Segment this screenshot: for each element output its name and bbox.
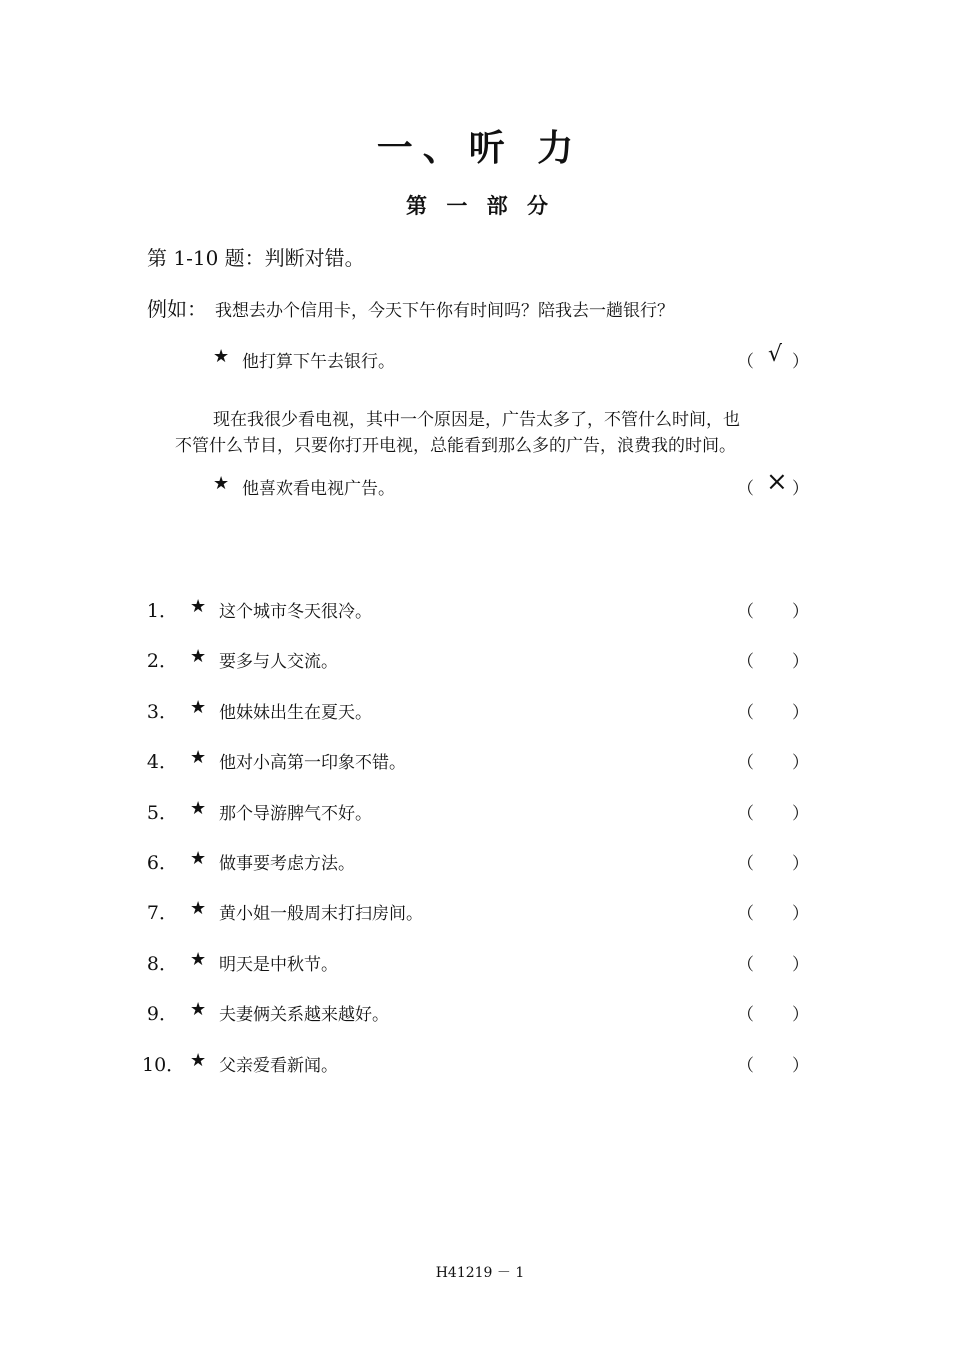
question-statement: 这个城市冬天很冷。: [219, 602, 372, 622]
instruction-text: 第 1-10 题：判断对错。: [147, 246, 365, 270]
answer-paren-close[interactable]: ）: [792, 1005, 809, 1025]
star-icon: ★: [190, 747, 207, 768]
star-icon: ★: [190, 848, 207, 869]
example-statement: 他打算下午去银行。: [242, 352, 395, 372]
page-footer: H41219 － 1: [435, 1265, 525, 1281]
answer-paren-close[interactable]: ）: [792, 703, 809, 723]
answer-paren-open[interactable]: （: [737, 955, 754, 975]
question-number: 5．: [146, 802, 178, 824]
example-sentence: 我想去办个信用卡，今天下午你有时间吗？陪我去一趟银行？: [215, 301, 674, 321]
example-passage: [175, 407, 815, 459]
paren-open: （: [737, 352, 754, 372]
answer-paren-open[interactable]: （: [737, 652, 754, 672]
question-number: 9．: [146, 1003, 178, 1025]
question-statement: 夫妻俩关系越来越好。: [219, 1005, 389, 1025]
question-statement: 做事要考虑方法。: [219, 854, 355, 874]
question-number: 3．: [146, 701, 178, 723]
paren-open: （: [737, 479, 754, 499]
answer-paren-open[interactable]: （: [737, 1056, 754, 1076]
question-number: 4．: [146, 751, 178, 773]
star-icon: ★: [190, 596, 207, 617]
answer-paren-close[interactable]: ）: [792, 904, 809, 924]
question-number: 1．: [146, 600, 178, 622]
question-statement: 要多与人交流。: [219, 652, 338, 672]
question-number: 7．: [146, 902, 178, 924]
answer-paren-open[interactable]: （: [737, 804, 754, 824]
question-statement: 他妹妹出生在夏天。: [219, 703, 372, 723]
question-number: 8．: [146, 953, 178, 975]
answer-paren-close[interactable]: ）: [792, 602, 809, 622]
part-title: 第 一 部 分: [406, 194, 554, 218]
section-title: 一、听 力: [376, 128, 584, 169]
answer-paren-open[interactable]: （: [737, 753, 754, 773]
star-icon: ★: [213, 473, 230, 494]
question-number: 6．: [146, 852, 178, 874]
question-number: 2．: [146, 650, 178, 672]
answer-paren-open[interactable]: （: [737, 904, 754, 924]
check-mark: √: [768, 342, 783, 367]
answer-paren-open[interactable]: （: [737, 602, 754, 622]
paren-close: ）: [792, 479, 809, 499]
answer-paren-open[interactable]: （: [737, 854, 754, 874]
star-icon: ★: [213, 346, 230, 367]
answer-paren-close[interactable]: ）: [792, 1056, 809, 1076]
answer-paren-close[interactable]: ）: [792, 652, 809, 672]
answer-paren-close[interactable]: ）: [792, 955, 809, 975]
star-icon: ★: [190, 949, 207, 970]
paren-close: ）: [792, 352, 809, 372]
answer-paren-open[interactable]: （: [737, 1005, 754, 1025]
answer-paren-close[interactable]: ）: [792, 854, 809, 874]
star-icon: ★: [190, 898, 207, 919]
question-statement: 他对小高第一印象不错。: [219, 753, 406, 773]
star-icon: ★: [190, 798, 207, 819]
example-label: 例如：: [147, 297, 207, 321]
question-number: 10．: [142, 1054, 186, 1076]
example-statement: 他喜欢看电视广告。: [242, 479, 395, 499]
cross-mark: ×: [766, 467, 788, 497]
question-statement: 明天是中秋节。: [219, 955, 338, 975]
answer-paren-close[interactable]: ）: [792, 804, 809, 824]
star-icon: ★: [190, 999, 207, 1020]
question-statement: 父亲爱看新闻。: [219, 1056, 338, 1076]
star-icon: ★: [190, 1050, 207, 1071]
answer-paren-close[interactable]: ）: [792, 753, 809, 773]
question-statement: 那个导游脾气不好。: [219, 804, 372, 824]
star-icon: ★: [190, 697, 207, 718]
question-statement: 黄小姐一般周末打扫房间。: [219, 904, 423, 924]
passage-line: 现在我很少看电视，其中一个原因是，广告太多了，不管什么时间，也: [213, 410, 740, 430]
passage-line: 不管什么节目，只要你打开电视，总能看到那么多的广告，浪费我的时间。: [175, 436, 736, 456]
answer-paren-open[interactable]: （: [737, 703, 754, 723]
star-icon: ★: [190, 646, 207, 667]
